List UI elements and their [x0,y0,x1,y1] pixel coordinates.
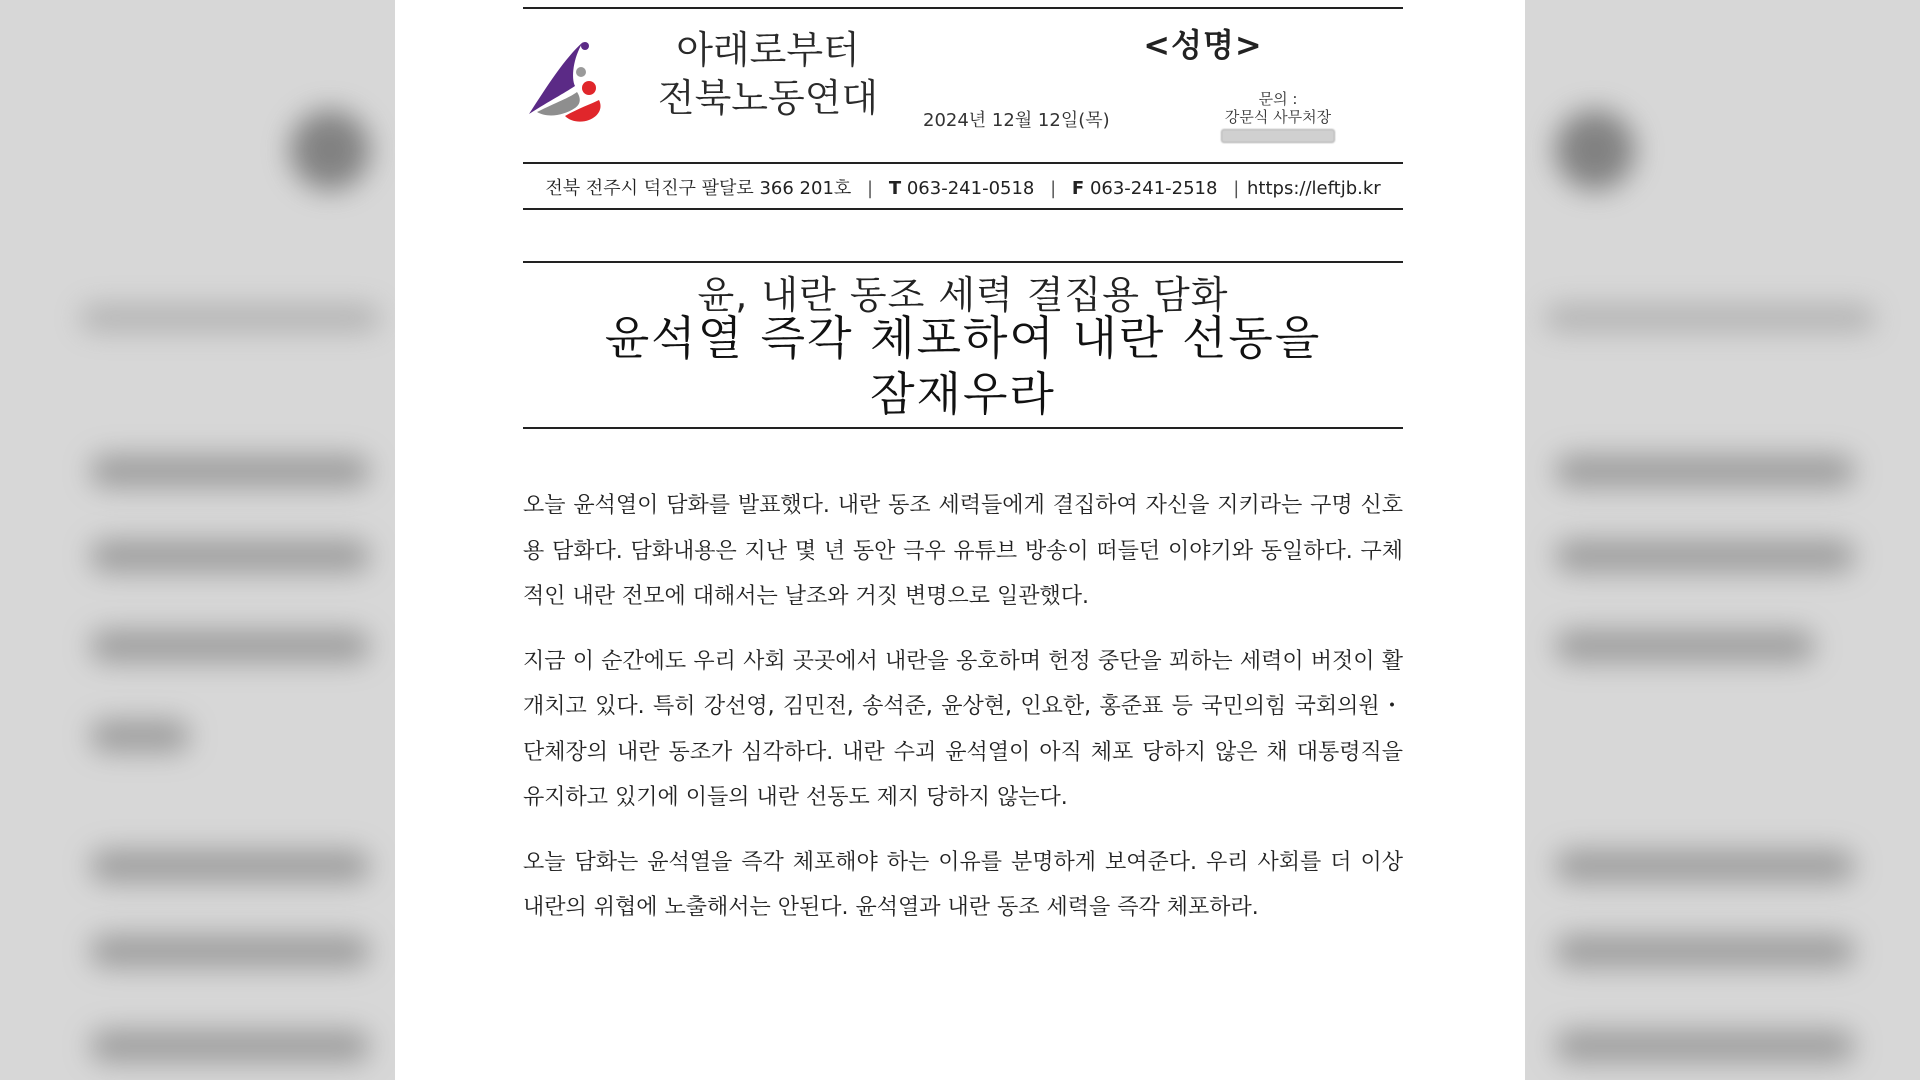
address-text: 전북 전주시 덕진구 팔달로 366 201호 [545,178,852,199]
contact-label: 문의 : [1258,90,1298,108]
fax-number: 063-241-2518 [1089,178,1218,199]
title-bottom-rule [523,427,1403,429]
header-top-rule [523,7,1403,9]
tel-separator: | [1050,178,1057,199]
tel-number: 063-241-0518 [906,178,1035,199]
body-paragraph-2: 지금 이 순간에도 우리 사회 곳곳에서 내란을 옹호하며 헌정 중단을 꾀하는 세력이 버젓이 활개치고 있다. 특히 강선영, 김민전, 송석준, 윤상현, 인요한, 홍준표 등 국민의힘 국회의원・단체장의 내란 동조가 심각하다. 내란 수괴 윤석열이 아직 체포 당하지 않은 채 대통령직을 유지하고 있기에 이들의 내란 선동도 제지 당하지 않는다. [523,648,1403,810]
title-top-rule [523,261,1403,263]
background-left-blurred [0,0,395,1080]
fax-label: F [1071,178,1085,199]
document-page [395,0,1525,1080]
fax-separator: | [1233,178,1240,199]
statement-subtitle: 윤, 내란 동조 세력 결집용 담화 [697,273,1229,317]
contact-block [1213,90,1343,143]
document-type-label: <성명> [1143,26,1263,64]
address-bar [523,174,1403,200]
document-date: 2024년 12월 12일(목) [923,110,1110,131]
website-link[interactable]: https://leftjb.kr [1247,178,1381,199]
organization-name [653,26,883,122]
contact-name: 강문식 사무처장 [1224,108,1332,126]
organization-name-line2: 전북노동연대 [657,76,879,120]
body-paragraph-3: 오늘 담화는 윤석열을 즉각 체포해야 하는 이유를 분명하게 보여준다. 우리 사회를 더 이상 내란의 위협에 노출해서는 안된다. 윤석열과 내란 동조 세력을 즉각 체포하라. [523,849,1403,920]
body-paragraph-1: 오늘 윤석열이 담화를 발표했다. 내란 동조 세력들에게 결집하여 자신을 지키라는 구명 신호용 담화다. 담화내용은 지난 몇 년 동안 극우 유튜브 방송이 떠들던 이야기와 동일하다. 구체적인 내란 전모에 대해서는 날조와 거짓 변명으로 일관했다. [523,493,1403,609]
statement-title-line2: 잠재우라 [870,367,1056,421]
organization-logo [525,38,611,124]
redacted-phone [1221,129,1335,143]
address-separator: | [867,178,874,199]
address-top-rule [523,162,1403,164]
statement-title [523,310,1403,422]
background-right-blurred [1525,0,1920,1080]
organization-name-line1: 아래로부터 [676,28,860,72]
tel-label: T [888,178,902,199]
address-bottom-rule [523,208,1403,210]
statement-title-line1: 윤석열 즉각 체포하여 내란 선동을 [604,311,1322,365]
statement-body [523,483,1403,950]
